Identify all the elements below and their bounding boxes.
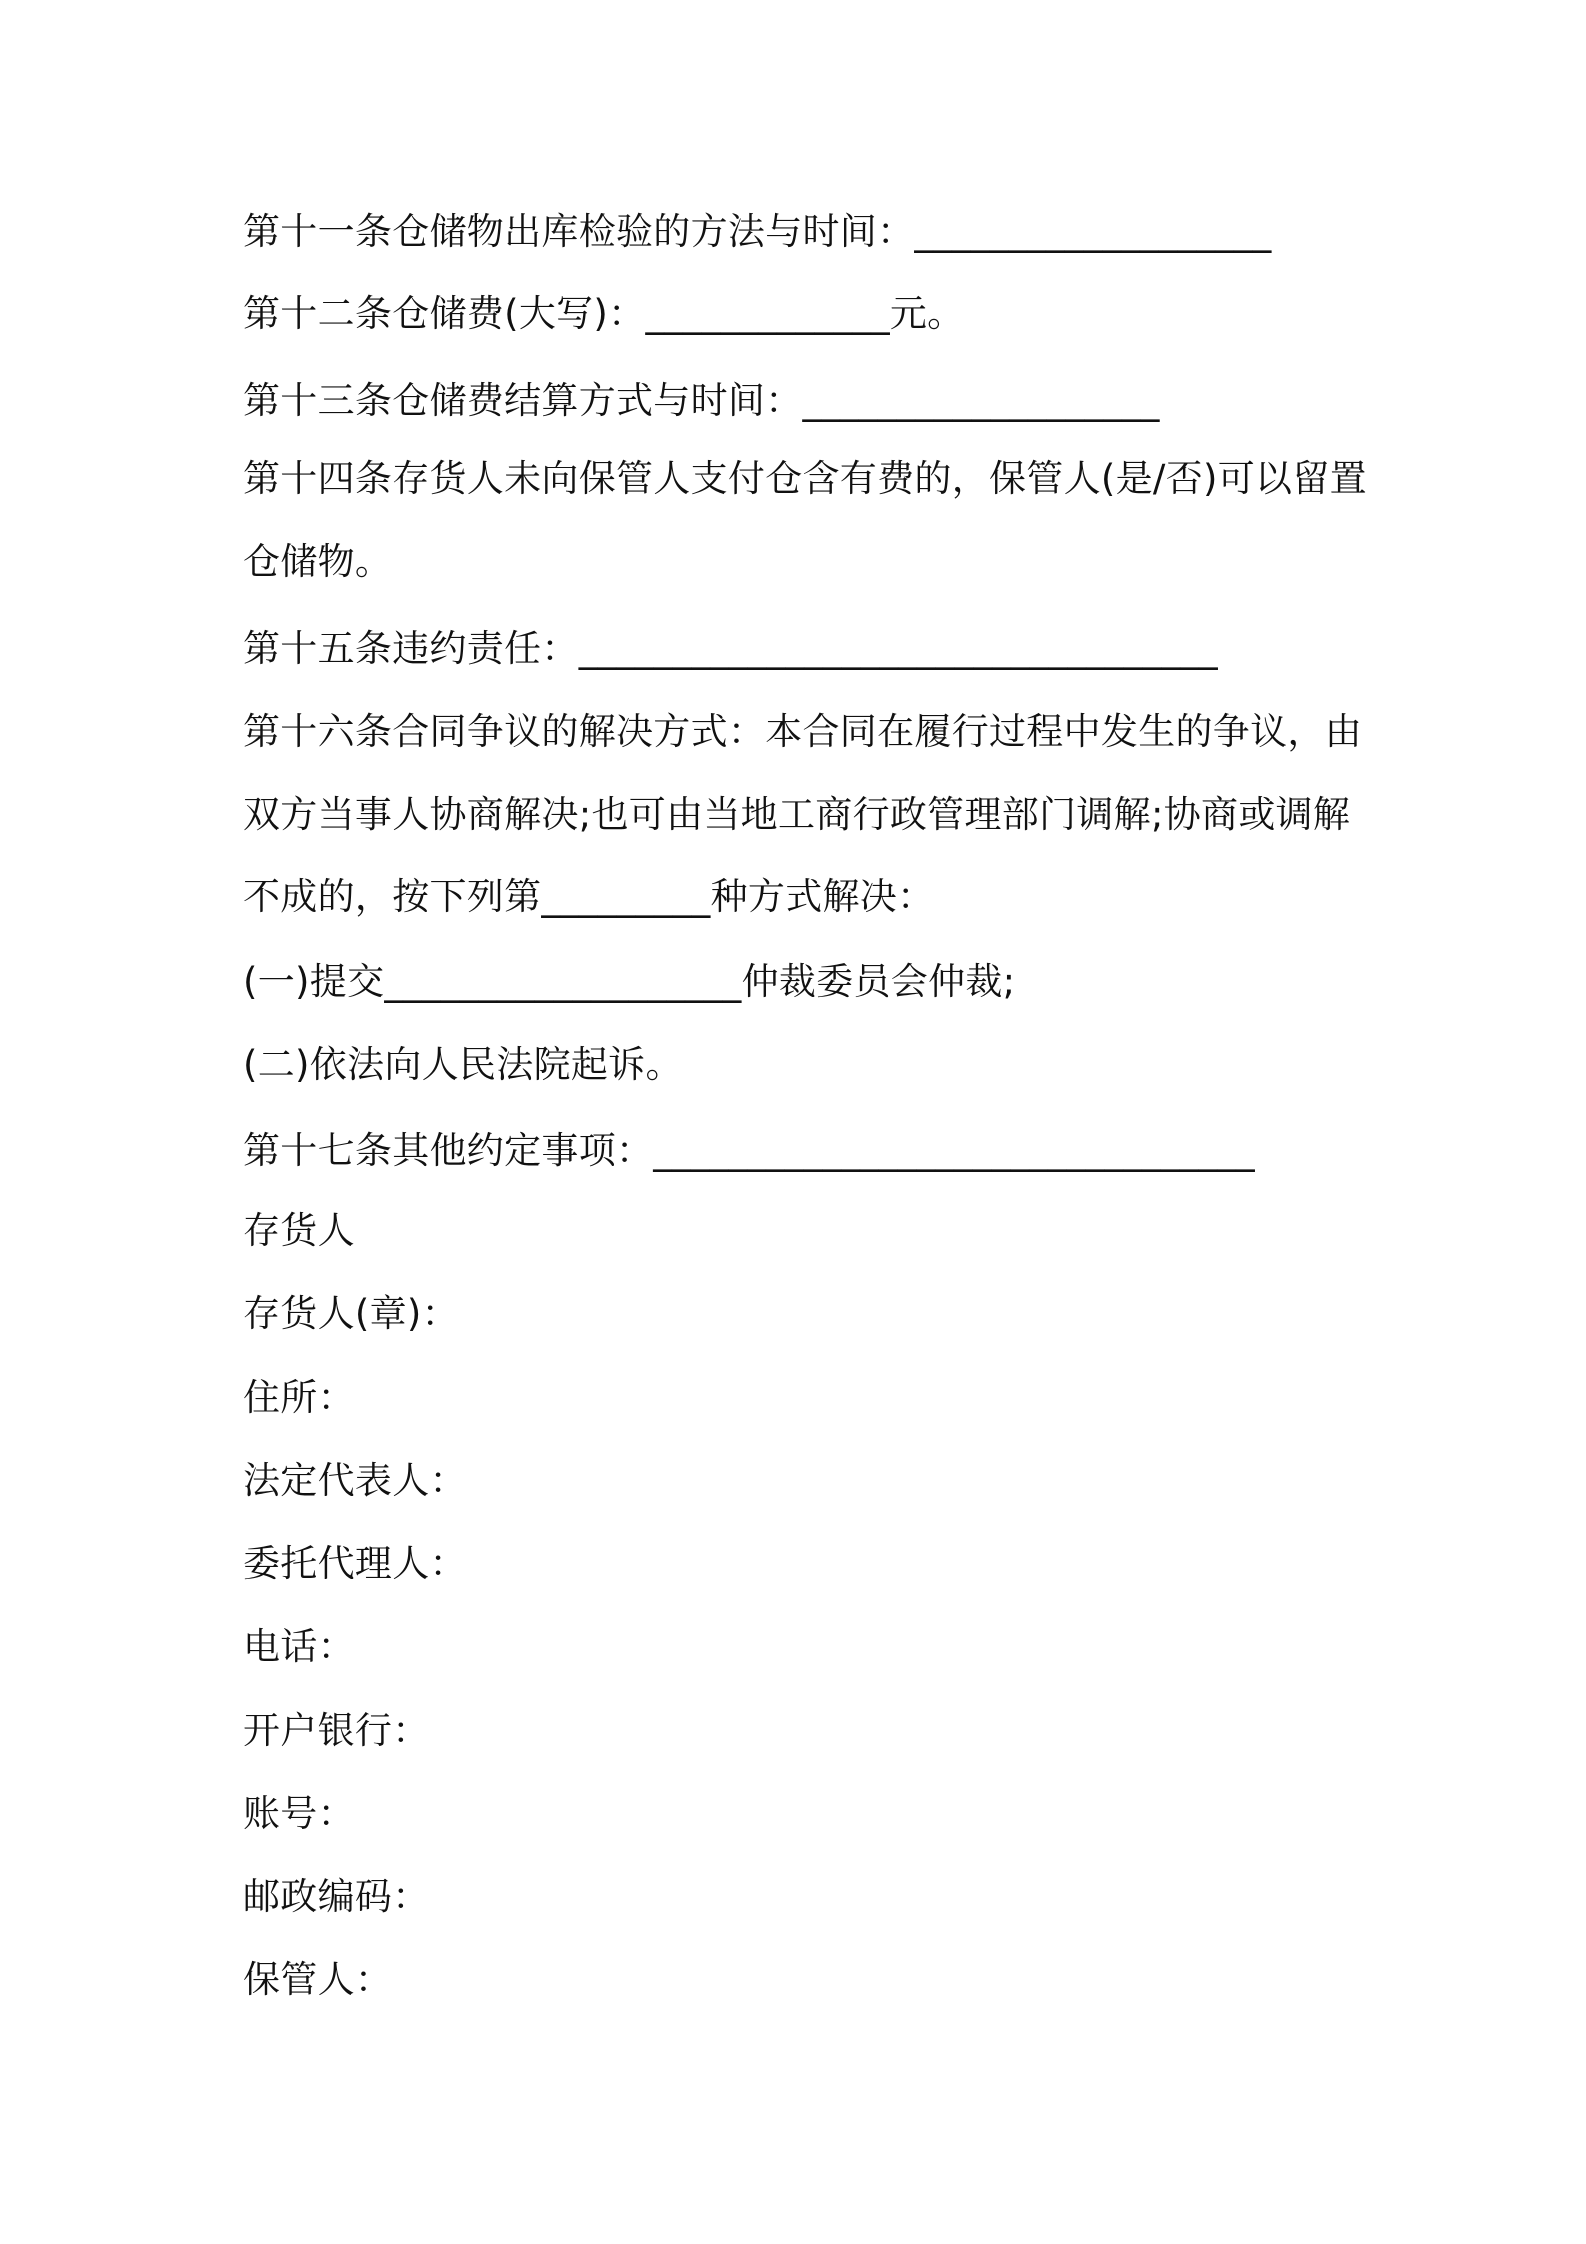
- custodian-field: 保管人：: [243, 1958, 393, 2001]
- depositor-seal-field: 存货人(章)：: [243, 1292, 459, 1335]
- clause-14-lien-line-2: 仓储物。: [243, 540, 393, 583]
- clause-12-storage-fee: 第十二条仓储费(大写)：_____________元。: [243, 292, 965, 335]
- clause-14-lien-line-1: 第十四条存货人未向保管人支付仓含有费的，保管人(是/否)可以留置: [243, 457, 1367, 500]
- authorized-agent-field: 委托代理人：: [243, 1542, 467, 1585]
- address-field: 住所：: [243, 1376, 355, 1419]
- account-number-field: 账号：: [243, 1792, 355, 1835]
- dispute-option-court: (二)依法向人民法院起诉。: [243, 1043, 683, 1086]
- clause-13-fee-settlement: 第十三条仓储费结算方式与时间：___________________: [243, 379, 1160, 422]
- bank-field: 开户银行：: [243, 1709, 430, 1752]
- dispute-option-arbitration: (一)提交___________________仲裁委员会仲裁;: [243, 960, 1016, 1003]
- clause-16-dispute-line-1: 第十六条合同争议的解决方式：本合同在履行过程中发生的争议，由: [243, 710, 1362, 753]
- depositor-heading: 存货人: [243, 1209, 355, 1252]
- clause-16-dispute-line-2: 双方当事人协商解决;也可由当地工商行政管理部门调解;协商或调解: [243, 793, 1351, 836]
- phone-field: 电话：: [243, 1625, 355, 1668]
- clause-16-dispute-line-3: 不成的，按下列第_________种方式解决：: [243, 875, 935, 918]
- clause-11-outbound-inspection: 第十一条仓储物出库检验的方法与时间：___________________: [243, 210, 1272, 253]
- clause-17-other-matters: 第十七条其他约定事项：________________________________: [243, 1129, 1255, 1172]
- clause-15-liability: 第十五条违约责任：__________________________________: [243, 627, 1218, 670]
- legal-representative-field: 法定代表人：: [243, 1459, 467, 1502]
- postal-code-field: 邮政编码：: [243, 1875, 430, 1918]
